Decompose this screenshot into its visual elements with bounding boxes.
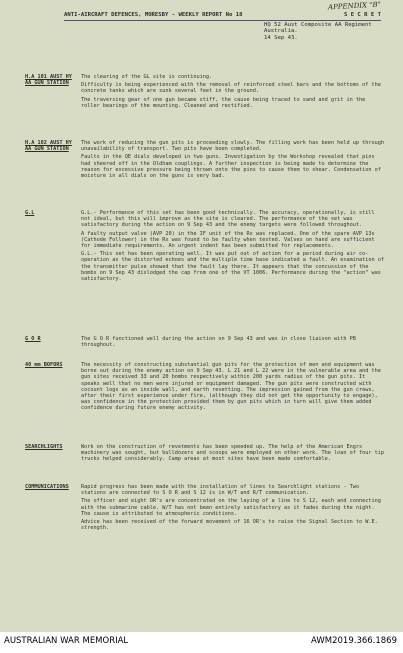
section-body: The G O R functioned well during the action on 9 Sep 43 and was in close liaison with PB throughout.	[81, 336, 356, 349]
report-date: 14 Sep 43.	[264, 34, 298, 41]
classification: S E C R E T	[343, 12, 381, 18]
section-label: G O R	[25, 336, 41, 342]
section-label: H.A 101 AUST HY AA GUN STATION	[25, 74, 72, 87]
section-body: The necessity of constructing substantial gun pits for the protection of men and equipment was borne out during the enemy action on 9 Sep 43. L 21 and L 22 were in the vulnerable area and the gun sites received 33 and 20 bombs respectively within 200 yards radius of the gun pits. It speaks well that no men were injured or equipment damaged. The gun pits were constructed with cocount logs as an inside wall, and earth revetting. The impression gained from the gun crews, after their first experience under fire, (although they did not get the opportunity to engage), was confidence in the protection provided them by gun pits which in turn will give them added confidence during future enemy activity.	[81, 362, 381, 412]
section-gor	[25, 336, 385, 350]
section-body: Work on the construction of revetments has been speeded up. The help of the American Engrs machinery was sought, but bulldozers and scoops were employed on other work. The loan of four tip trucks helped considerably. Camp areas at most sites have been made comfortable.	[81, 444, 384, 463]
archive-footer	[0, 632, 403, 653]
unit-line1: HQ 52 Aust Composite AA Regiment	[264, 21, 372, 28]
handwritten-annotation: APPENDIX "B"	[327, 0, 382, 12]
section-label: COMMUNICATIONS	[25, 484, 69, 490]
section-body: G.L.- Performance of this set has been good technically. The accuracy, operationally, is still not ideal, but this will improve as the site is cleared. The performance of the set was satisfactory during the action on 9 Sep 43 and the enemy targets were followed throughout. A faulty output valve (AVP 20) in the IF unit of the Rx was replaced. One of the spare AVP 13s (Cathode Follower) in the Rx was found to be faulty when tested. Valves on hand are sufficient for immediate requirements. An urgent indent has been submitted for replacements. G.L.- This set has been operating well. It was put out of action for a period during air co-operation as the distorted echoes and the multiple time base indicated a fault. An examination of the transmitter pulse showed that the fault lay there. It appears that the concussion of the bombs on 9 Sep 43 dislodged the cap from one of the VT 1006. Performance during the "action" was satisfactory.	[81, 210, 384, 283]
section-gl	[25, 210, 385, 284]
header-rule	[64, 20, 381, 21]
section-label: 40 mm BOFORS	[25, 362, 63, 368]
unit-line2: Australia.	[264, 28, 298, 35]
section-searchlights	[25, 444, 385, 465]
section-ha-102	[25, 140, 385, 181]
section-body: The clearing of the GL site is continuing. Difficulty is being experienced with the removal of reinforced steel bars and the bottoms of the concrete tanks which are sunk several feet in the ground. The traversing gear of one gun became stiff, the cause being traced to sand and grit in the roller bearings of the mounting. Cleaned and rectified.	[81, 74, 381, 109]
section-label: G.L	[25, 210, 35, 216]
section-body: The work of reducing the gun pits is proceeding slowly. The filling work has been held up through unavailability of transport. Two pits have been completed. Faults in the QE dials developed in two guns. Investigation by the Workshop revealed that pins had sheered off in the Oldham couplings. A further inspection is being made to determine the reason for excessive pressure being thrown onto the pins to cause them to shear. Condensation of moisture in all dials on the guns is very bad.	[81, 140, 384, 180]
archive-reference: AWM2019.366.1869	[311, 636, 397, 646]
section-label: H.A 102 AUST HY AA GUN STATION	[25, 140, 72, 153]
report-title: ANTI-AIRCRAFT DEFENCES, MORESBY - WEEKLY REPORT No 18	[64, 12, 243, 18]
section-label: SEARCHLIGHTS	[25, 444, 63, 450]
archive-name: AUSTRALIAN WAR MEMORIAL	[4, 636, 129, 646]
report-header	[64, 12, 381, 41]
section-communications	[25, 484, 385, 533]
section-bofors	[25, 362, 385, 414]
section-ha-101	[25, 74, 385, 111]
section-body: Rapid progress has been made with the installation of lines to Searchlight stations - Two stations are connected to S O R and S 12 is in W/T and R/T communication. The officer and eight OR's are concentrated on the laying of a line to S 12, each and connecting with the submarine cable. W/T has not been entirely satisfactory as it fades during the night. The cause is attributed to atmospheric conditions. Advice has been received of the forward movement of 16 OR's to raise the Signal Section to W.E. strength.	[81, 484, 381, 532]
